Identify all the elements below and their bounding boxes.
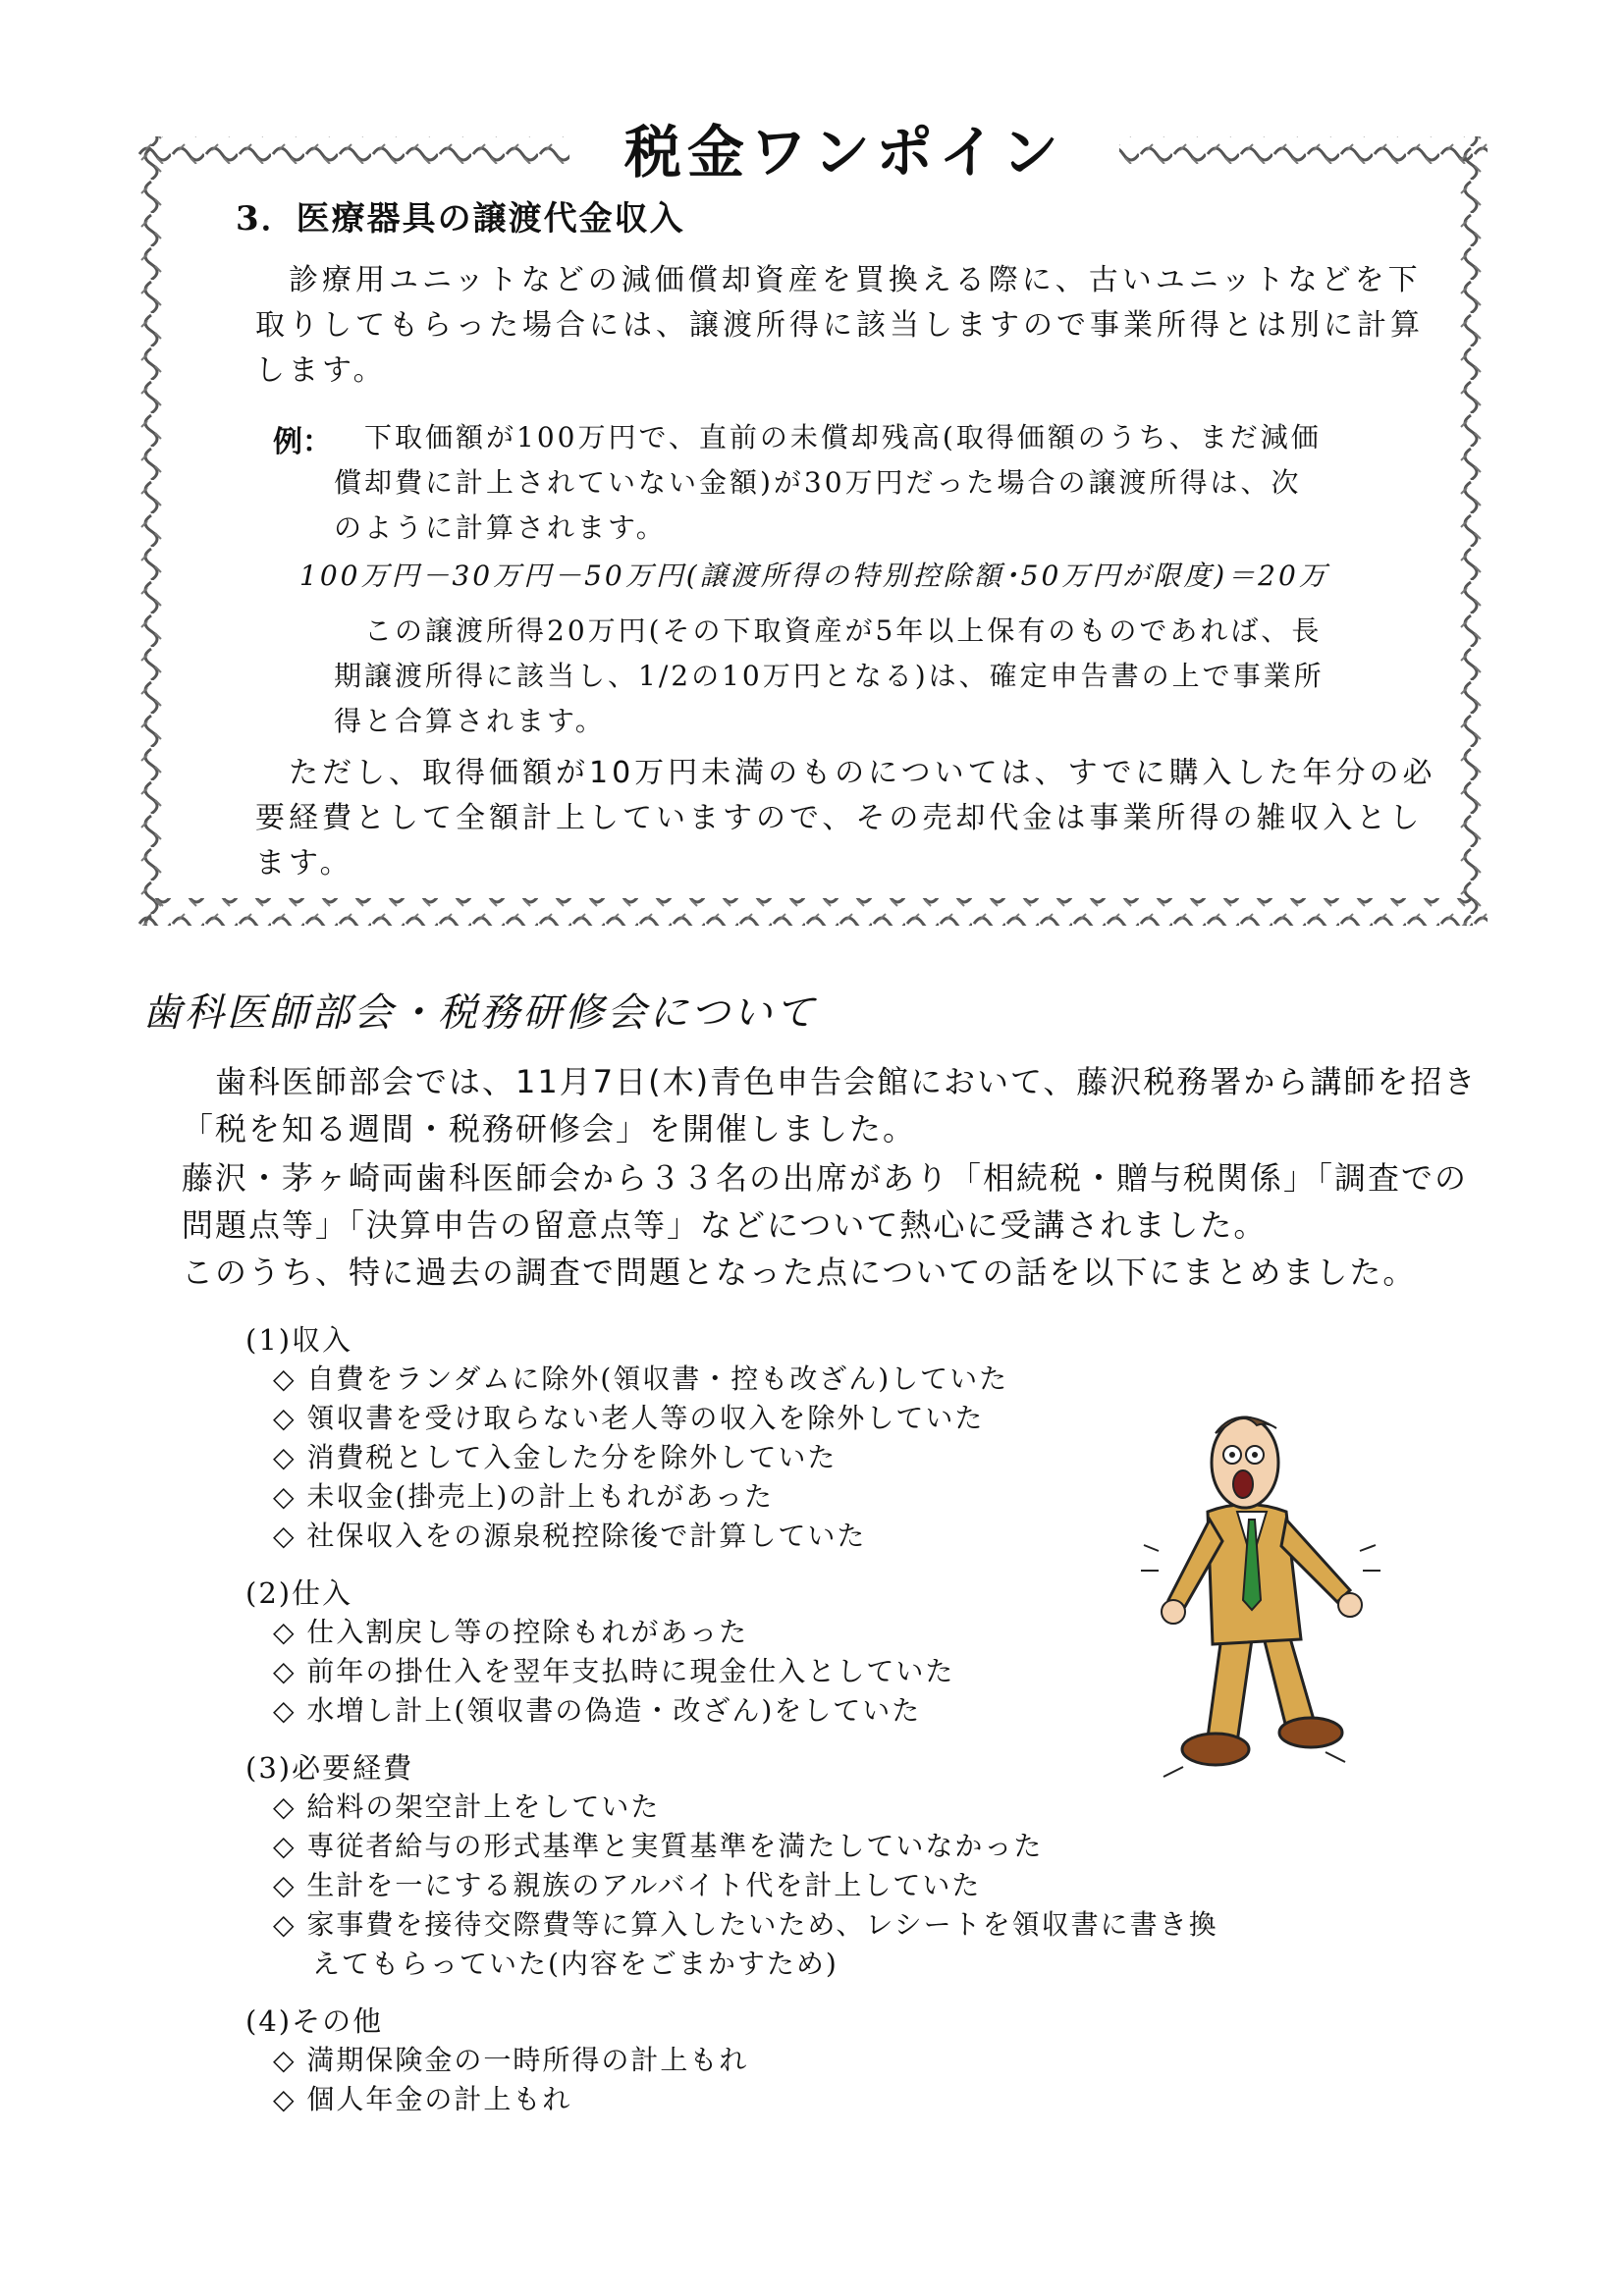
- box-title: 税金ワンポイン: [569, 103, 1119, 201]
- section-heading: 3．医療器具の譲渡代金収入: [236, 199, 685, 239]
- paragraph-trade-in: 診療用ユニットなどの減価償却資産を買換える際に、古いユニットなどを下取りしてもらった場合には、譲渡所得に該当しますので事業所得とは別に計算します。: [255, 263, 1424, 388]
- category-expenses: (3)必要経費: [245, 1751, 414, 1785]
- list-item: ◇ 自費をランダムに除外(領収書・控も改ざん)していた: [273, 1362, 1009, 1395]
- example-text: 下取価額が100万円で、直前の未償却残高(取得価額のうち、まだ減価償却費に計上されていない金額)が30万円だった場合の譲渡所得は、次のように計算されます。: [334, 421, 1322, 544]
- paragraph-under-100k: ただし、取得価額が10万円未満のものについては、すでに購入した年分の必要経費として全額計上していますので、その売却代金は事業所得の雑収入とします。: [255, 756, 1436, 881]
- list-item: ◇ 家事費を接待交際費等に算入したいため、レシートを領収書に書き換えてもらっていた(内容をごまかすため): [273, 1908, 1218, 1980]
- list-item: ◇ 未収金(掛売上)の計上もれがあった: [273, 1480, 775, 1513]
- list-item: ◇ 消費税として入金した分を除外していた: [273, 1441, 838, 1473]
- category-income: (1)収入: [245, 1323, 353, 1357]
- list-item: ◇ 生計を一にする親族のアルバイト代を計上していた: [273, 1869, 982, 1901]
- seminar-intro-1: 歯科医師部会では、11月7日(木)青色申告会館において、藤沢税務署から講師を招き「税を知る週間・税務研修会」を開催しました。: [182, 1063, 1478, 1148]
- audit-issue-list: [245, 1320, 1227, 2119]
- startled-man-illustration: [1129, 1404, 1404, 1796]
- list-item: ◇ 満期保険金の一時所得の計上もれ: [273, 2044, 749, 2076]
- seminar-intro-2: 藤沢・茅ヶ崎両歯科医師会から３３名の出席があり「相続税・贈与税関係」「調査での問題点等」「決算申告の留意点等」などについて熱心に受講されました。: [182, 1159, 1469, 1244]
- list-item: ◇ 仕入割戻し等の控除もれがあった: [273, 1616, 749, 1648]
- paragraph-long-term: この譲渡所得20万円(その下取資産が5年以上保有のものであれば、長期譲渡所得に該当し、1/2の10万円となる)は、確定申告書の上で事業所得と合算されます。: [334, 614, 1325, 737]
- list-item: ◇ 給料の架空計上をしていた: [273, 1790, 661, 1823]
- seminar-intro-3: このうち、特に過去の調査で問題となった点についての話を以下にまとめました。: [182, 1254, 1417, 1291]
- example-label: 例：: [273, 425, 332, 459]
- list-item: ◇ 社保収入をの源泉税控除後で計算していた: [273, 1520, 867, 1552]
- list-item: ◇ 水増し計上(領収書の偽造・改ざん)をしていた: [273, 1694, 922, 1727]
- list-item: ◇ 前年の掛仕入を翌年支払時に現金仕入としていた: [273, 1655, 955, 1687]
- category-purchases: (2)仕入: [245, 1576, 353, 1610]
- list-item: ◇ 個人年金の計上もれ: [273, 2083, 572, 2115]
- category-other: (4)その他: [245, 2004, 384, 2038]
- seminar-title: 歯科医師部会・税務研修会について: [142, 990, 818, 1036]
- tax-one-point-box: [137, 113, 1488, 928]
- list-item: ◇ 専従者給与の形式基準と実質基準を満たしていなかった: [273, 1830, 1044, 1862]
- calculation-formula: 100万円－30万円－50万円(譲渡所得の特別控除額･50万円が限度)＝20万: [299, 560, 1329, 592]
- list-item: ◇ 領収書を受け取らない老人等の収入を除外していた: [273, 1402, 985, 1434]
